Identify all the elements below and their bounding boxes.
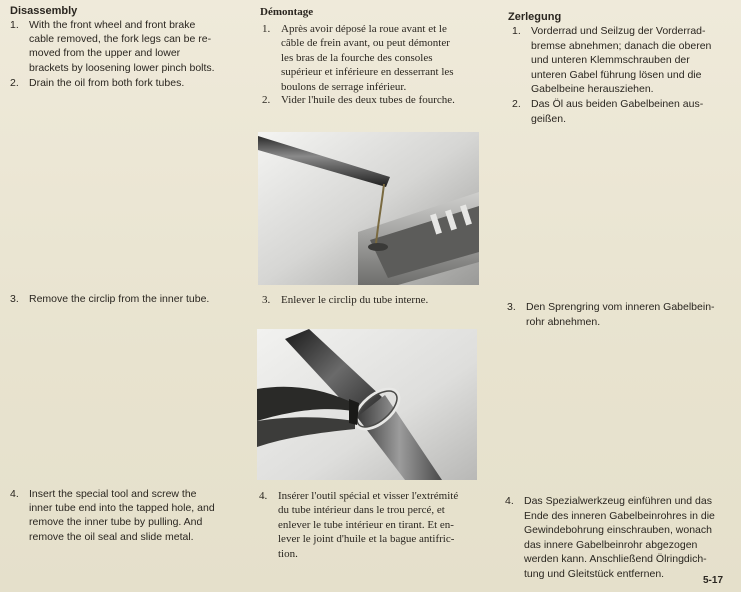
french-heading: Démontage [260,6,314,18]
german-step-3 [507,300,732,332]
step-number: 2. [512,98,521,110]
step-number: 2. [262,94,271,106]
step-number: 3. [262,294,271,306]
french-step-1 [262,22,487,97]
step-text: Remove the circlip from the inner tube. [29,293,210,305]
english-step-2 [10,76,238,92]
english-step-3 [10,292,238,308]
removing-circlip-image [257,329,477,480]
english-heading: Disassembly [10,5,78,17]
step-number: 1. [262,23,271,35]
step-number: 4. [259,490,268,502]
photo-removing-circlip [257,329,477,480]
photo-draining-oil [258,132,479,285]
step-text: Das Öl aus beiden Gabelbeinen aus- geißen. [531,98,704,125]
page-number: 5-17 [702,575,723,586]
french-step-4 [259,489,487,564]
german-step-2 [512,97,732,129]
english-step-4 [10,487,238,547]
step-number: 3. [10,293,19,305]
step-text: With the front wheel and front brake cable removed, the fork legs can be re- moved from the upper and lower brackets by loosening lower pinch bolts. [29,19,215,74]
step-number: 1. [512,25,521,37]
step-text: Drain the oil from both fork tubes. [29,77,185,89]
step-number: 1. [10,19,19,31]
english-step-1 [10,18,238,78]
step-text: Insérer l'outil spécial et visser l'extrémité du tube intérieur dans le trou percé, et enlever le tube intérieur en tirant. Et en- lever le joint d'huile et la bague antifric- tion. [278,490,459,560]
german-step-4 [505,494,732,584]
step-number: 2. [10,77,19,89]
step-number: 4. [505,495,514,507]
german-heading: Zerlegung [508,11,562,23]
french-step-2 [262,93,487,109]
draining-oil-image [258,132,479,285]
step-number: 3. [507,301,516,313]
step-text: Insert the special tool and screw the inner tube end into the tapped hole, and remove the inner tube by pulling. And remove the oil seal and slide metal. [29,488,215,543]
step-text: Vorderrad und Seilzug der Vorderrad- bremse abnehmen; danach die oberen und unteren Klemmschrauben der unteren Gabel führung lösen und die Gabelbeine herausziehen. [531,25,712,96]
french-step-3 [262,293,487,309]
step-text: Vider l'huile des deux tubes de fourche. [281,94,455,106]
step-text: Après avoir déposé la roue avant et le câble de frein avant, ou peut démonter les bras de la fourche des consoles supérieur et inférieure en desserrant les boulons de serrage inférieur. [281,23,454,93]
step-text: Den Sprengring vom inneren Gabelbein- rohr abnehmen. [526,301,715,328]
german-step-1 [512,24,732,100]
step-text: Das Spezialwerkzeug einführen und das Ende des inneren Gabelbeinrohres in die Gewindebohrung einschrauben, wonach das innere Gabelbeinrohr abgezogen werden kann. Anschließend Ölringdich- tung und Gleitstück entfernen. [524,495,715,580]
step-number: 4. [10,488,19,500]
step-text: Enlever le circlip du tube interne. [281,294,429,306]
